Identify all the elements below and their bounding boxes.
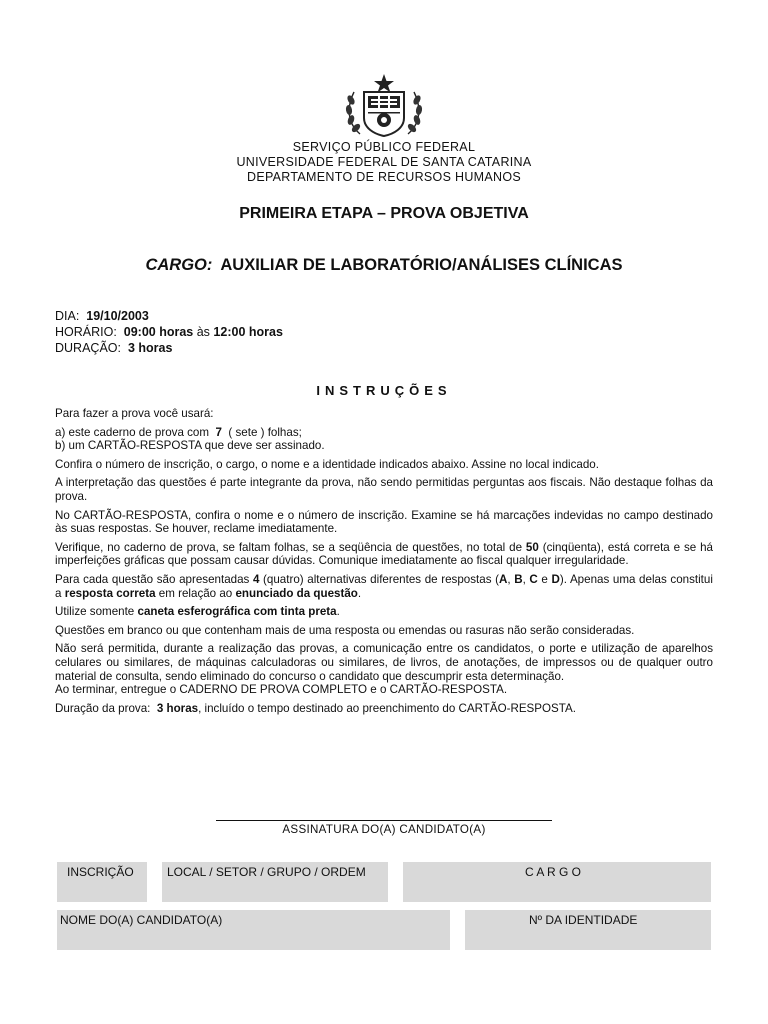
signature-line[interactable]: [216, 820, 552, 821]
cargo-heading: [0, 256, 768, 275]
date-label: DIA:: [55, 309, 80, 323]
duration-label: DURAÇÃO:: [55, 341, 121, 355]
cargo-value: AUXILIAR DE LABORATÓRIO/ANÁLISES CLÍNICAS: [220, 256, 623, 274]
header-line-university: UNIVERSIDADE FEDERAL DE SANTA CATARINA: [236, 155, 532, 169]
cargo-label: CARGO:: [145, 256, 213, 274]
university-crest-icon: [338, 72, 430, 140]
instruction-verifique: Verifique, no caderno de prova, se faltam folhas, se a seqüência de questões, no total de 50 (cinqüenta), está correta e se há imperfeições gráficas que possam causar dúvidas. Comunique imediatamente ao fiscal qualquer irregularidade.: [55, 540, 713, 568]
exam-title: PRIMEIRA ETAPA – PROVA OBJETIVA: [239, 205, 529, 222]
duration-row: [55, 340, 283, 356]
inscricao-field[interactable]: [57, 862, 147, 902]
identidade-label: Nº DA IDENTIDADE: [529, 913, 638, 927]
instructions-body: [55, 407, 713, 720]
signature-label: ASSINATURA DO(A) CANDIDATO(A): [282, 823, 486, 836]
time-separator: às: [196, 325, 210, 339]
header-line-service: SERVIÇO PÚBLICO FEDERAL: [292, 140, 476, 154]
nome-label: NOME DO(A) CANDIDATO(A): [60, 913, 223, 927]
instruction-interpretacao: A interpretação das questões é parte integrante da prova, não sendo permitidas perguntas aos fiscais. Não destaque folhas da prova.: [55, 476, 713, 503]
instruction-terminar: Ao terminar, entregue o CADERNO DE PROVA COMPLETO e o CARTÃO-RESPOSTA.: [55, 683, 508, 697]
time-end: 12:00 horas: [213, 325, 283, 339]
duration-value: 3 horas: [127, 341, 173, 355]
cargo-field-label: C A R G O: [525, 865, 582, 879]
time-start: 09:00 horas: [123, 325, 194, 339]
time-label: HORÁRIO:: [55, 325, 117, 339]
inscricao-label: INSCRIÇÃO: [67, 865, 134, 879]
instruction-cartao: No CARTÃO-RESPOSTA, confira o nome e o número de inscrição. Examine se há marcações indevidas no campo destinado às suas respostas. Se houver, reclame imediatamente.: [55, 508, 713, 536]
identidade-field[interactable]: [465, 910, 711, 950]
instruction-duracao: Duração da prova: 3 horas, incluído o tempo destinado ao preenchimento do CARTÃO-RESPOSTA.: [55, 701, 576, 715]
date-row: [55, 308, 283, 324]
instructions-heading: INSTRUÇÕES: [316, 383, 452, 398]
instruction-intro: Para fazer a prova você usará:: [55, 407, 214, 420]
instruction-caneta: Utilize somente caneta esferográfica com tinta preta.: [55, 605, 340, 619]
exam-schedule: [55, 308, 283, 356]
instruction-nao-sera: Não será permitida, durante a realização das provas, a comunicação entre os candidatos, o porte e utilização de aparelhos celulares ou similares, de máquinas calculadoras ou similares, de livros, de anotações, de impressos ou de qualquer outro material de consulta, sendo eliminado do concurso o candidato que descumprir esta determinação.: [55, 642, 713, 683]
institution-header: [0, 140, 768, 185]
instruction-confira: Confira o número de inscrição, o cargo, o nome e a identidade indicados abaixo. Assine no local indicado.: [55, 457, 599, 471]
date-value: 19/10/2003: [86, 309, 149, 323]
header-line-department: DEPARTAMENTO DE RECURSOS HUMANOS: [247, 170, 521, 184]
instruction-alternativas: Para cada questão são apresentadas 4 (quatro) alternativas diferentes de respostas (A, B, C e D). Apenas uma delas constitui a resposta correta em relação ao enunciado da questão.: [55, 572, 713, 600]
instruction-branco: Questões em branco ou que contenham mais de uma resposta ou emendas ou rasuras não serão consideradas.: [55, 623, 635, 637]
local-label: LOCAL / SETOR / GRUPO / ORDEM: [167, 865, 366, 879]
cargo-field[interactable]: [403, 862, 711, 902]
instruction-item-b: b) um CARTÃO-RESPOSTA que deve ser assinado.: [55, 439, 325, 453]
time-row: [55, 324, 283, 340]
nome-field[interactable]: [57, 910, 450, 950]
local-field[interactable]: [162, 862, 388, 902]
instruction-item-a: a) este caderno de prova com 7 ( sete ) folhas;: [55, 425, 302, 439]
